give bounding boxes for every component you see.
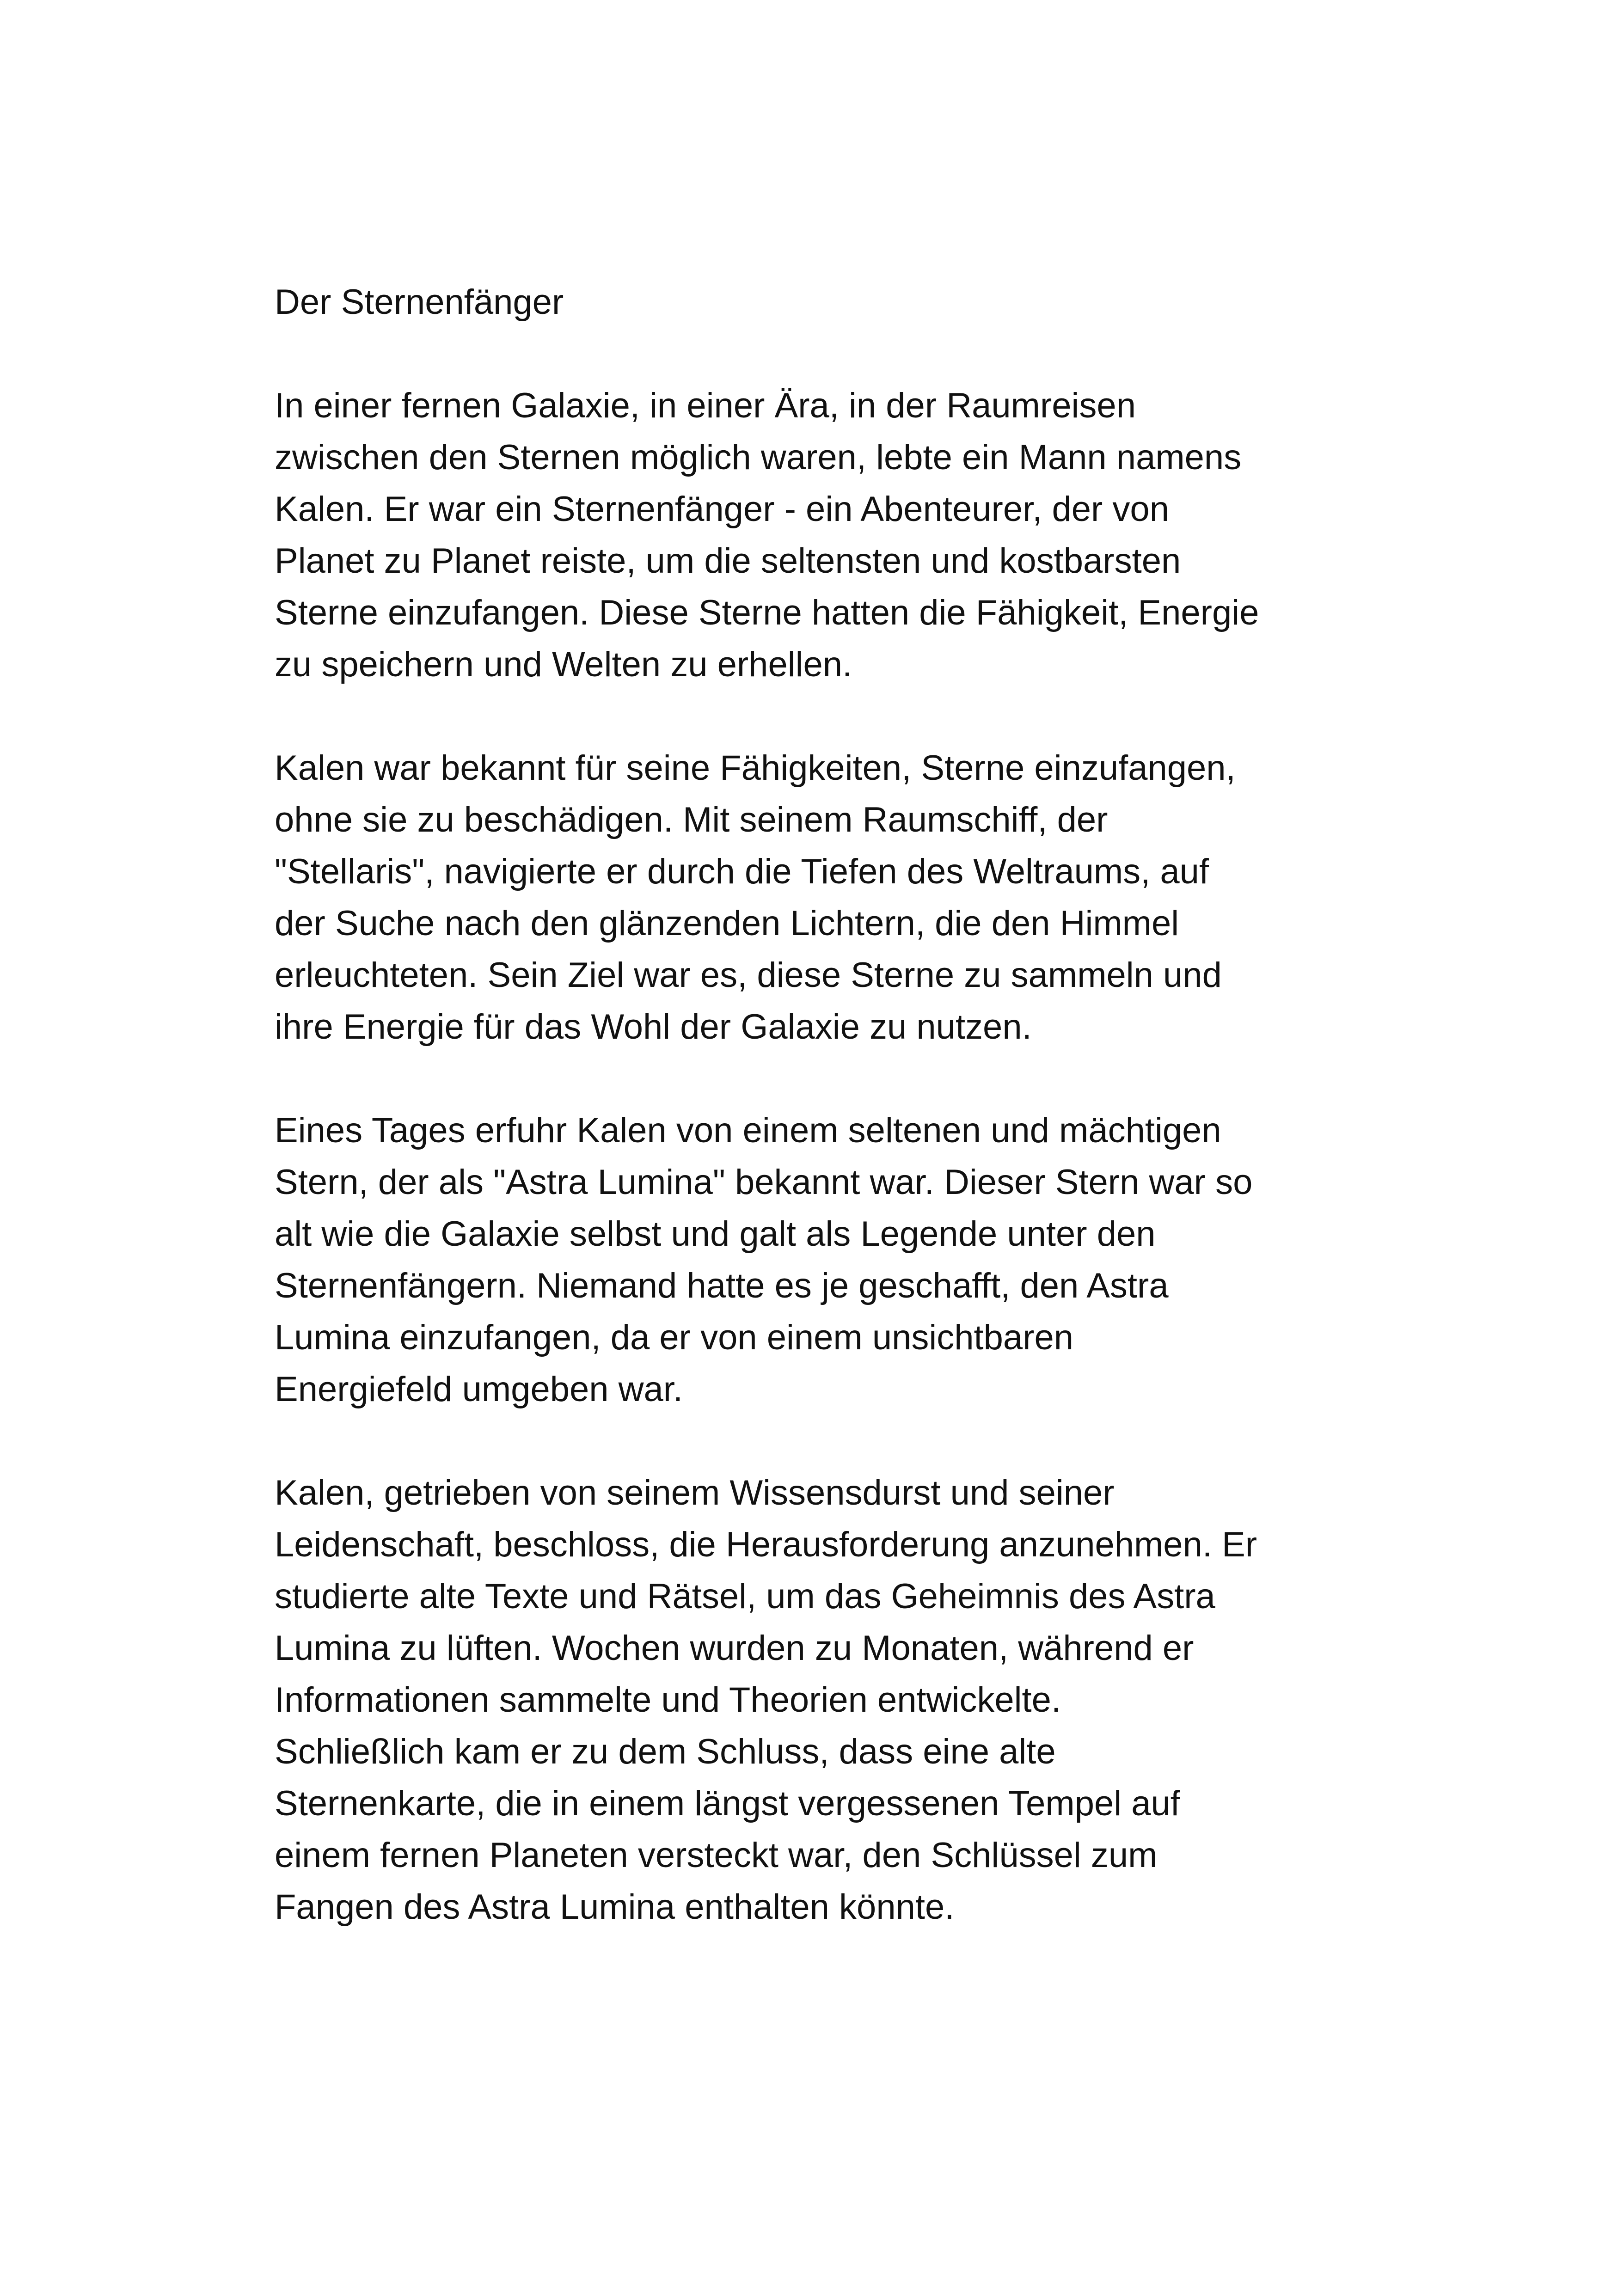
text-line: Eines Tages erfuhr Kalen von einem seltenen und mächtigen bbox=[275, 1111, 1221, 1150]
paragraph-3 bbox=[275, 1105, 1375, 1415]
text-line: Fangen des Astra Lumina enthalten könnte. bbox=[275, 1887, 955, 1927]
document-title: Der Sternenfänger bbox=[275, 282, 564, 322]
text-line: alt wie die Galaxie selbst und galt als Legende unter den bbox=[275, 1214, 1156, 1254]
paragraph-1 bbox=[275, 380, 1375, 691]
text-line: Kalen, getrieben von seinem Wissensdurst und seiner bbox=[275, 1473, 1115, 1512]
text-line: Energiefeld umgeben war. bbox=[275, 1370, 683, 1409]
text-line: Schließlich kam er zu dem Schluss, dass eine alte bbox=[275, 1732, 1056, 1771]
text-line: Planet zu Planet reiste, um die seltensten und kostbarsten bbox=[275, 541, 1181, 581]
text-line: Sternenfängern. Niemand hatte es je geschafft, den Astra bbox=[275, 1266, 1169, 1305]
document-body bbox=[275, 276, 1375, 1985]
text-line: "Stellaris", navigierte er durch die Tiefen des Weltraums, auf bbox=[275, 852, 1209, 891]
text-line: Informationen sammelte und Theorien entwickelte. bbox=[275, 1680, 1061, 1720]
paragraph-2 bbox=[275, 742, 1375, 1053]
text-line: zwischen den Sternen möglich waren, lebte ein Mann namens bbox=[275, 438, 1242, 477]
text-line: ohne sie zu beschädigen. Mit seinem Raumschiff, der bbox=[275, 800, 1108, 839]
paragraph-4 bbox=[275, 1467, 1375, 1933]
text-line: Sternenkarte, die in einem längst vergessenen Tempel auf bbox=[275, 1784, 1180, 1823]
text-line: Leidenschaft, beschloss, die Herausforderung anzunehmen. Er bbox=[275, 1525, 1257, 1564]
text-line: Sterne einzufangen. Diese Sterne hatten die Fähigkeit, Energie bbox=[275, 593, 1259, 632]
text-line: Kalen war bekannt für seine Fähigkeiten, Sterne einzufangen, bbox=[275, 748, 1236, 788]
text-line: der Suche nach den glänzenden Lichtern, die den Himmel bbox=[275, 904, 1179, 943]
text-line: studierte alte Texte und Rätsel, um das Geheimnis des Astra bbox=[275, 1577, 1215, 1616]
text-line: einem fernen Planeten versteckt war, den Schlüssel zum bbox=[275, 1836, 1158, 1875]
text-line: zu speichern und Welten zu erhellen. bbox=[275, 645, 852, 684]
text-line: Lumina zu lüften. Wochen wurden zu Monaten, während er bbox=[275, 1629, 1194, 1668]
text-line: ihre Energie für das Wohl der Galaxie zu nutzen. bbox=[275, 1007, 1032, 1047]
text-line: In einer fernen Galaxie, in einer Ära, in der Raumreisen bbox=[275, 386, 1136, 425]
text-line: erleuchteten. Sein Ziel war es, diese Sterne zu sammeln und bbox=[275, 955, 1222, 995]
text-line: Lumina einzufangen, da er von einem unsichtbaren bbox=[275, 1318, 1074, 1357]
text-line: Stern, der als "Astra Lumina" bekannt war. Dieser Stern war so bbox=[275, 1163, 1253, 1202]
text-line: Kalen. Er war ein Sternenfänger - ein Abenteurer, der von bbox=[275, 490, 1169, 529]
